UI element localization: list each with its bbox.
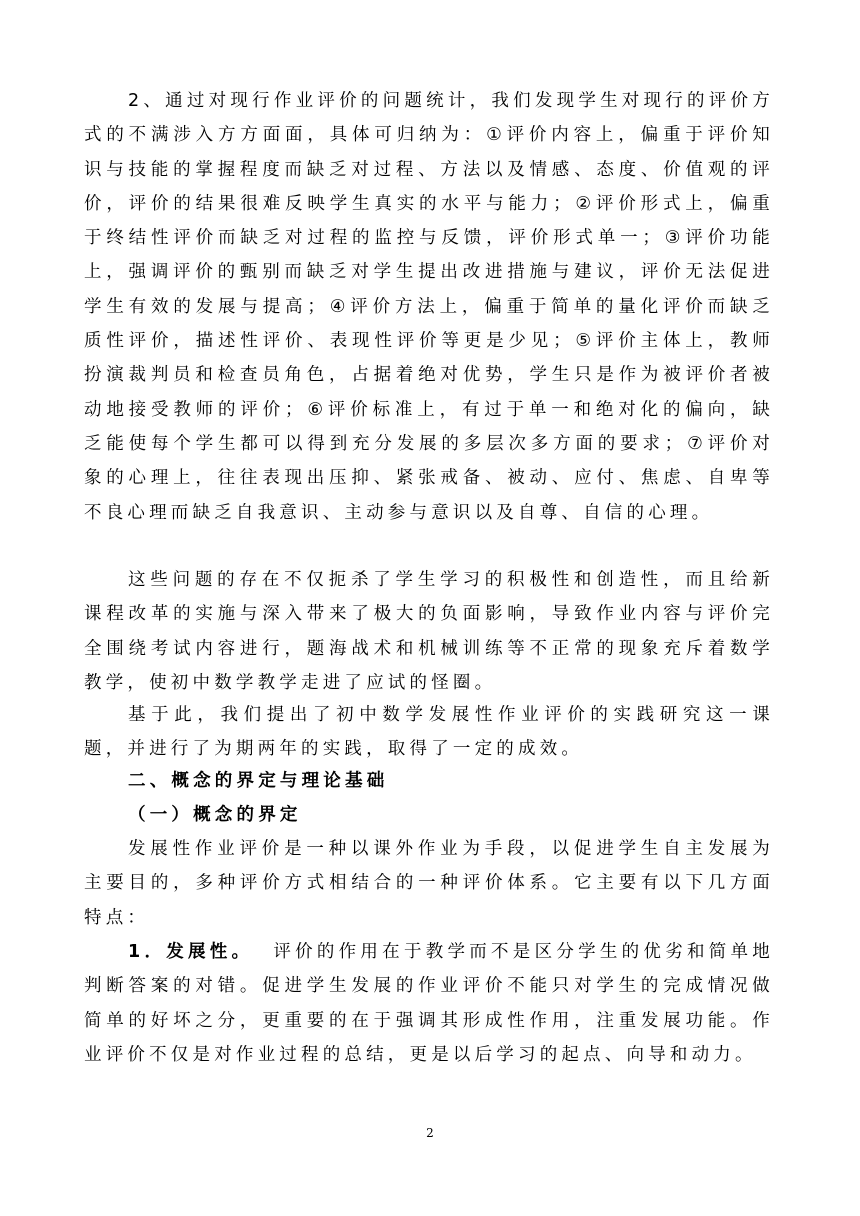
page-number: 2 [426, 1126, 434, 1140]
paragraph-evaluation-problems: 2、通过对现行作业评价的问题统计，我们发现学生对现行的评价方式的不满涉入方方面面，具体可归纳为：①评价内容上，偏重于评价知识与技能的掌握程度而缺乏对过程、方法以及情感、态度、价值观的评价，评价的结果很难反映学生真实的水平与能力；②评价形式上，偏重于终结性评价而缺乏对过程的监控与反馈，评价形式单一；③评价功能上，强调评价的甄别而缺乏对学生提出改进措施与建议，评价无法促进学生有效的发展与提高；④评价方法上，偏重于简单的量化评价而缺乏质性评价，描述性评价、表现性评价等更是少见；⑤评价主体上，教师扮演裁判员和检查员角色，占据着绝对优势，学生只是作为被评价者被动地接受教师的评价；⑥评价标准上，有过于单一和绝对化的偏向，缺乏能使每个学生都可以得到充分发展的多层次多方面的要求；⑦评价对象的心理上，往往表现出压抑、紧张戒备、被动、应付、焦虑、自卑等不良心理而缺乏自我意识、主动参与意识以及自尊、自信的心理。 [84, 91, 774, 523]
paragraph-research-proposal: 基于此，我们提出了初中数学发展性作业评价的实践研究这一课题，并进行了为期两年的实践，取得了一定的成效。 [84, 705, 774, 760]
section-heading-definition-theory: 二、概念的界定与理论基础 [128, 771, 389, 791]
paragraph-problem-impact: 这些问题的存在不仅扼杀了学生学习的积极性和创造性，而且给新课程改革的实施与深入带来了极大的负面影响，导致作业内容与评价完全围绕考试内容进行，题海战术和机械训练等不正常的现象充斥着数学教学，使初中数学教学走进了应试的怪圈。 [84, 570, 774, 693]
point-body-developmental: 评价的作用在于教学而不是区分学生的优劣和简单地判断答案的对错。促进学生发展的作业评价不能只对学生的完成情况做简单的好坏之分，更重要的在于强调其形成性作用，注重发展功能。作业评价不仅是对作业过程的总结，更是以后学习的起点、向导和动力。 [84, 942, 774, 1065]
paragraph-definition: 发展性作业评价是一种以课外作业为手段，以促进学生自主发展为主要目的，多种评价方式相结合的一种评价体系。它主要有以下几方面特点： [84, 839, 774, 928]
point-heading-developmental: 1．发展性。 [128, 942, 254, 962]
subsection-heading-definition: （一）概念的界定 [128, 805, 302, 825]
paragraph-developmental [84, 935, 774, 1072]
